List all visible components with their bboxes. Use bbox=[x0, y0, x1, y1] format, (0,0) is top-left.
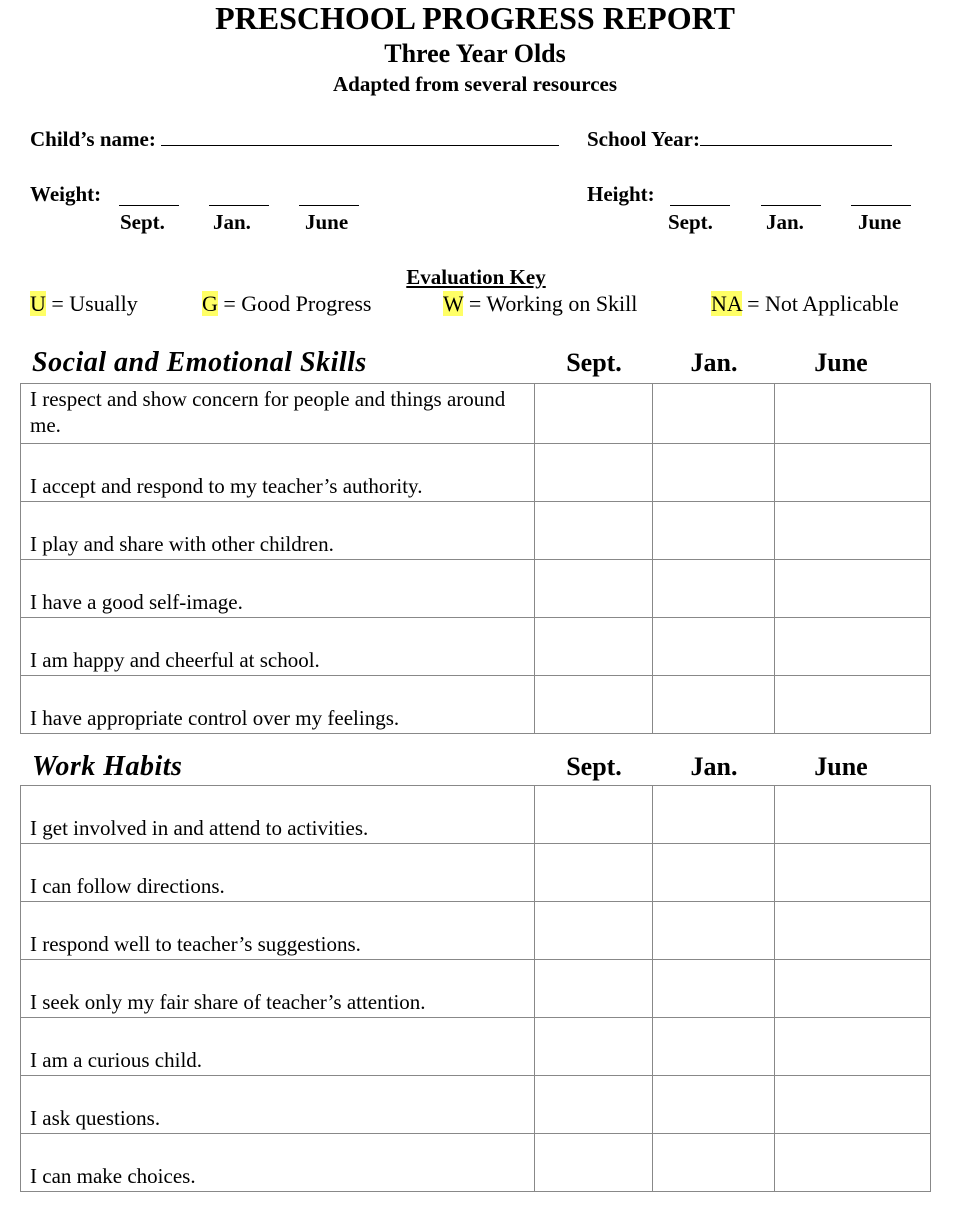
key-code: G bbox=[202, 291, 218, 316]
rating-cell-june[interactable] bbox=[775, 384, 931, 444]
table-row bbox=[21, 786, 931, 844]
rating-cell-june[interactable] bbox=[775, 502, 931, 560]
weight-jan: Jan. bbox=[213, 210, 251, 234]
skill-label: I seek only my fair share of teacher’s attention. bbox=[21, 960, 535, 1018]
rating-cell-june[interactable] bbox=[775, 560, 931, 618]
rating-cell-sept[interactable] bbox=[535, 1018, 653, 1076]
school-year-label: School Year: bbox=[587, 127, 700, 151]
skill-label: I accept and respond to my teacher’s authority. bbox=[21, 444, 535, 502]
social-col-june: June bbox=[814, 348, 868, 377]
height-label: Height: bbox=[587, 182, 655, 206]
social-skills-table bbox=[20, 383, 931, 734]
skill-label: I get involved in and attend to activities. bbox=[21, 786, 535, 844]
table-row bbox=[21, 1134, 931, 1192]
rating-cell-june[interactable] bbox=[775, 1134, 931, 1192]
work-col-sept: Sept. bbox=[566, 752, 622, 781]
work-col-jan: Jan. bbox=[690, 752, 738, 781]
skill-label: I play and share with other children. bbox=[21, 502, 535, 560]
weight-june-line[interactable] bbox=[299, 184, 359, 206]
rating-cell-june[interactable] bbox=[775, 618, 931, 676]
table-row bbox=[21, 384, 931, 444]
rating-cell-june[interactable] bbox=[775, 902, 931, 960]
height-sept-line[interactable] bbox=[670, 184, 730, 206]
report-source: Adapted from several resources bbox=[332, 72, 618, 96]
skill-label: I respond well to teacher’s suggestions. bbox=[21, 902, 535, 960]
height-jan-line[interactable] bbox=[761, 184, 821, 206]
key-good-progress bbox=[202, 291, 371, 317]
social-col-sept: Sept. bbox=[566, 348, 622, 377]
table-row bbox=[21, 844, 931, 902]
skill-label: I have a good self-image. bbox=[21, 560, 535, 618]
rating-cell-sept[interactable] bbox=[535, 676, 653, 734]
key-not-applicable bbox=[711, 291, 899, 317]
height-june: June bbox=[858, 210, 902, 234]
rating-cell-sept[interactable] bbox=[535, 960, 653, 1018]
report-title: PRESCHOOL PROGRESS REPORT bbox=[215, 0, 735, 36]
weight-jan-line[interactable] bbox=[209, 184, 269, 206]
rating-cell-jan[interactable] bbox=[653, 676, 775, 734]
key-code: W bbox=[443, 291, 464, 316]
skill-label: I respect and show concern for people and things around me. bbox=[21, 384, 535, 444]
evaluation-key-title: Evaluation Key bbox=[406, 265, 546, 289]
rating-cell-jan[interactable] bbox=[653, 902, 775, 960]
key-code: NA bbox=[711, 291, 742, 316]
rating-cell-sept[interactable] bbox=[535, 844, 653, 902]
rating-cell-june[interactable] bbox=[775, 444, 931, 502]
skill-label: I am happy and cheerful at school. bbox=[21, 618, 535, 676]
rating-cell-jan[interactable] bbox=[653, 1076, 775, 1134]
table-row bbox=[21, 560, 931, 618]
table-row bbox=[21, 1076, 931, 1134]
work-habits-table bbox=[20, 785, 931, 1192]
key-label: = Usually bbox=[45, 291, 138, 316]
report-subtitle: Three Year Olds bbox=[384, 39, 566, 68]
rating-cell-sept[interactable] bbox=[535, 444, 653, 502]
rating-cell-jan[interactable] bbox=[653, 618, 775, 676]
weight-june: June bbox=[305, 210, 349, 234]
table-row bbox=[21, 676, 931, 734]
rating-cell-jan[interactable] bbox=[653, 1134, 775, 1192]
child-name-label: Child’s name: bbox=[30, 127, 156, 151]
rating-cell-sept[interactable] bbox=[535, 560, 653, 618]
weight-label: Weight: bbox=[30, 182, 102, 206]
key-label: = Working on Skill bbox=[463, 291, 638, 316]
table-row bbox=[21, 444, 931, 502]
rating-cell-jan[interactable] bbox=[653, 502, 775, 560]
table-row bbox=[21, 618, 931, 676]
social-col-jan: Jan. bbox=[690, 348, 738, 377]
school-year-field[interactable] bbox=[587, 127, 892, 152]
rating-cell-jan[interactable] bbox=[653, 444, 775, 502]
rating-cell-sept[interactable] bbox=[535, 384, 653, 444]
rating-cell-june[interactable] bbox=[775, 960, 931, 1018]
rating-cell-jan[interactable] bbox=[653, 560, 775, 618]
child-name-line[interactable] bbox=[161, 145, 559, 146]
social-section-title: Social and Emotional Skills bbox=[32, 347, 367, 378]
table-row bbox=[21, 1018, 931, 1076]
key-label: = Good Progress bbox=[217, 291, 372, 316]
weight-sept-line[interactable] bbox=[119, 184, 179, 206]
rating-cell-jan[interactable] bbox=[653, 384, 775, 444]
child-name-field[interactable] bbox=[30, 127, 559, 152]
rating-cell-jan[interactable] bbox=[653, 1018, 775, 1076]
rating-cell-june[interactable] bbox=[775, 676, 931, 734]
weight-sept: Sept. bbox=[120, 210, 165, 234]
rating-cell-june[interactable] bbox=[775, 786, 931, 844]
height-june-line[interactable] bbox=[851, 184, 911, 206]
rating-cell-jan[interactable] bbox=[653, 960, 775, 1018]
skill-label: I can make choices. bbox=[21, 1134, 535, 1192]
skill-label: I ask questions. bbox=[21, 1076, 535, 1134]
rating-cell-sept[interactable] bbox=[535, 502, 653, 560]
work-col-june: June bbox=[814, 752, 868, 781]
key-usually bbox=[30, 291, 138, 317]
rating-cell-jan[interactable] bbox=[653, 786, 775, 844]
rating-cell-sept[interactable] bbox=[535, 786, 653, 844]
skill-label: I have appropriate control over my feelings. bbox=[21, 676, 535, 734]
rating-cell-sept[interactable] bbox=[535, 902, 653, 960]
key-code: U bbox=[30, 291, 46, 316]
school-year-line[interactable] bbox=[700, 145, 892, 146]
table-row bbox=[21, 502, 931, 560]
rating-cell-sept[interactable] bbox=[535, 1076, 653, 1134]
key-working bbox=[443, 291, 637, 317]
height-jan: Jan. bbox=[766, 210, 804, 234]
table-row bbox=[21, 960, 931, 1018]
work-section-title: Work Habits bbox=[32, 751, 183, 782]
skill-label: I can follow directions. bbox=[21, 844, 535, 902]
rating-cell-jan[interactable] bbox=[653, 844, 775, 902]
height-sept: Sept. bbox=[668, 210, 713, 234]
rating-cell-sept[interactable] bbox=[535, 1134, 653, 1192]
rating-cell-sept[interactable] bbox=[535, 618, 653, 676]
skill-label: I am a curious child. bbox=[21, 1018, 535, 1076]
rating-cell-june[interactable] bbox=[775, 1018, 931, 1076]
table-row bbox=[21, 902, 931, 960]
rating-cell-june[interactable] bbox=[775, 844, 931, 902]
key-label: = Not Applicable bbox=[741, 291, 899, 316]
rating-cell-june[interactable] bbox=[775, 1076, 931, 1134]
